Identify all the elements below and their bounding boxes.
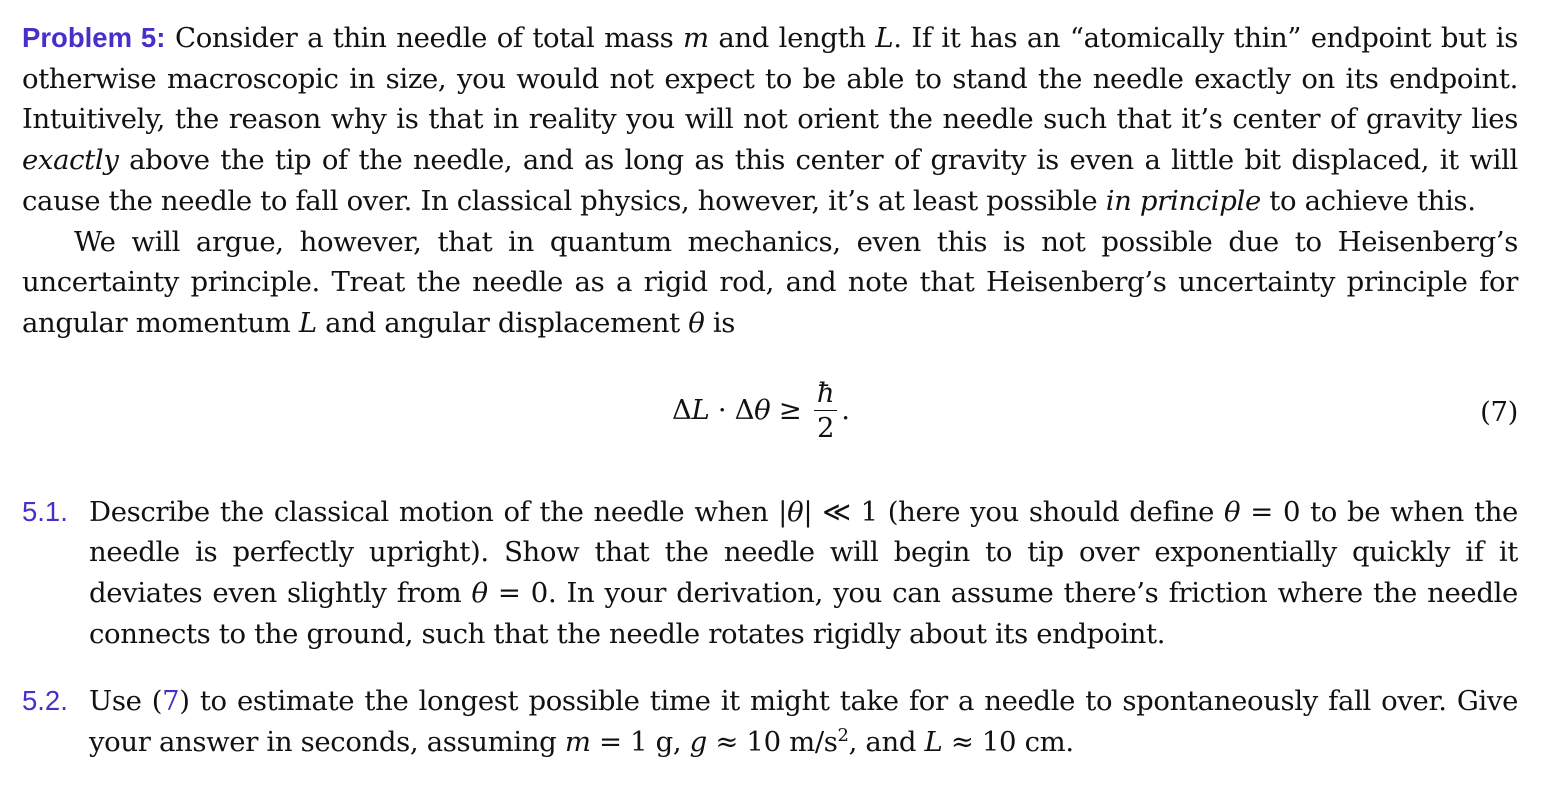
equation-L: L (691, 393, 710, 426)
equation-dot-delta: · Δ (709, 393, 755, 426)
problem-heading: Problem 5: (22, 22, 166, 53)
length-symbol: L (924, 726, 943, 759)
text-fragment: Use ( (89, 685, 163, 718)
delta-symbol: Δ (672, 393, 692, 426)
superscript-exponent: 2 (837, 724, 849, 746)
text-fragment: | ≪ 1 (here you should define (803, 495, 1215, 528)
problem-paragraph-1 (22, 18, 1518, 222)
length-symbol: L (875, 22, 894, 54)
text-fragment: and length (718, 22, 866, 54)
theta-symbol: θ (787, 495, 804, 528)
emphasis-exactly: exactly (22, 144, 119, 177)
subproblem-text (89, 681, 1518, 762)
theta-symbol: θ (1224, 495, 1241, 528)
equation-number: (7) (1480, 395, 1518, 428)
text-fragment: Describe the classical motion of the needle when | (89, 495, 788, 528)
subproblem-label: 5.2. (22, 685, 68, 717)
emphasis-in-principle: in principle (1105, 184, 1261, 217)
equation-reference-link[interactable]: 7 (162, 685, 180, 718)
text-fragment: Consider a thin needle of total mass (175, 22, 674, 54)
fraction-numerator: ħ (814, 376, 837, 411)
text-fragment: ≈ 10 m/s (715, 726, 838, 759)
text-fragment: and angular displacement (325, 306, 680, 339)
subproblem-5-1 (22, 492, 1518, 655)
equation-body (672, 376, 850, 445)
gravity-symbol: g (689, 726, 707, 759)
text-fragment: above the tip of the needle, and as long as this center of gravity is even a little bit displaced, it will cause the needle to fall over. In classical physics, however, it’s at least possible (22, 144, 1518, 217)
theta-symbol: θ (688, 306, 705, 339)
text-fragment: = 0. In your derivation, you can assume there’s friction where the needle connects to the ground, such that the needle rotates rigidly about its endpoint. (89, 577, 1518, 650)
theta-symbol: θ (471, 577, 488, 610)
equation-fraction (814, 376, 837, 445)
text-fragment: ) to estimate the longest possible time it might take for a needle to spontaneously fall over. Give your answer in seconds, assuming (89, 685, 1518, 759)
text-fragment: ≈ 10 cm. (950, 726, 1074, 759)
equation-relation: ≥ (770, 393, 810, 426)
text-fragment: . If it has an “atomically thin” endpoint but is otherwise macroscopic in size, you would not expect to be able to stand the needle exactly on its endpoint. Intuitively, the reason why is that in reality you will not orient the needle such that it’s center of gravity lies (22, 22, 1518, 136)
uncertainty-equation (22, 362, 1518, 472)
text-fragment: to achieve this. (1269, 184, 1476, 217)
text-fragment: We will argue, however, that in quantum mechanics, even this is not possible due to Heisenberg’s uncertainty principle. Treat the needle as a rigid rod, and note that Heisenberg’s uncertainty principle for angular momentum (22, 225, 1518, 339)
text-fragment: is (712, 306, 736, 339)
subproblem-5-2 (22, 681, 1518, 762)
problem-paragraph-2 (22, 222, 1518, 344)
fraction-denominator: 2 (816, 411, 835, 444)
mass-symbol: m (683, 22, 709, 54)
equation-period: . (841, 393, 850, 426)
subproblem-text (89, 492, 1518, 655)
text-fragment: = 1 g, (598, 726, 682, 759)
text-fragment: , and (848, 726, 917, 759)
problem-page (22, 18, 1518, 763)
text-fragment: = 0 to be when the needle is perfectly upright). Show that the needle will begin to tip over exponentially quickly if it deviates even slightly from (89, 495, 1518, 610)
mass-symbol: m (564, 726, 591, 759)
subproblem-label: 5.1. (22, 495, 68, 527)
angular-momentum-symbol: L (298, 306, 317, 339)
equation-theta: θ (754, 393, 771, 426)
